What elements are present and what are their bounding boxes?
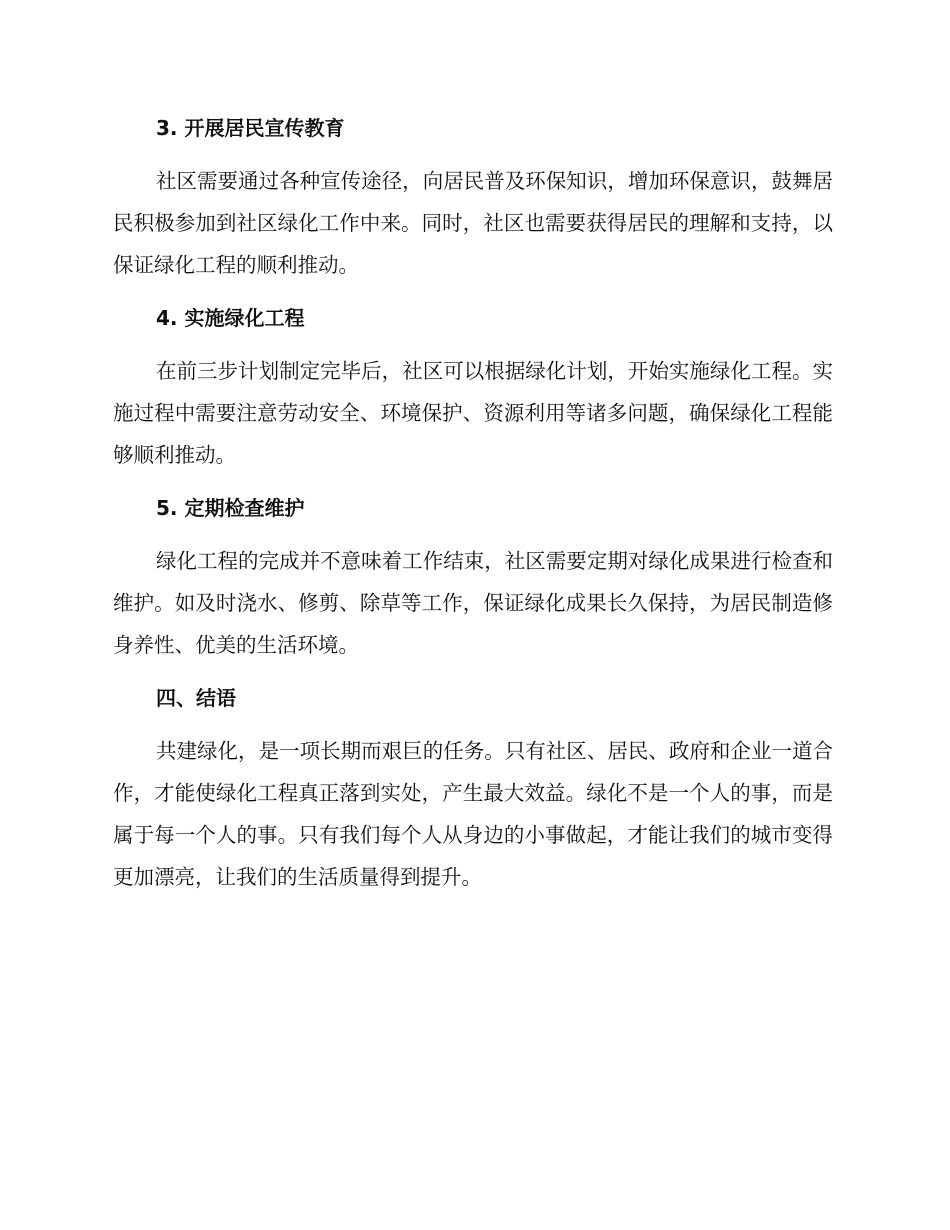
section-paragraph: 绿化工程的完成并不意味着工作结束，社区需要定期对绿化成果进行检查和维护。如及时浇水、修剪、除草等工作，保证绿化成果长久保持，为居民制造修身养性、优美的生活环境。 xyxy=(113,549,833,657)
section-heading: 5. 定期检查维护 xyxy=(156,496,305,520)
section-regular-maintenance xyxy=(113,488,833,666)
section-paragraph: 共建绿化，是一项长期而艰巨的任务。只有社区、居民、政府和企业一道合作，才能使绿化工程真正落到实处，产生最大效益。绿化不是一个人的事，而是属于每一个人的事。只有我们每个人从身边的小事做起，才能让我们的城市变得更加漂亮，让我们的生活质量得到提升。 xyxy=(113,739,833,889)
section-community-education xyxy=(113,108,833,286)
section-implement-greening xyxy=(113,298,833,476)
section-conclusion xyxy=(113,678,833,898)
section-paragraph: 社区需要通过各种宣传途径，向居民普及环保知识，增加环保意识，鼓舞居民积极参加到社区绿化工作中来。同时，社区也需要获得居民的理解和支持，以保证绿化工程的顺利推动。 xyxy=(113,169,833,277)
document-body xyxy=(113,108,833,910)
section-paragraph: 在前三步计划制定完毕后，社区可以根据绿化计划，开始实施绿化工程。实施过程中需要注意劳动安全、环境保护、资源利用等诸多问题，确保绿化工程能够顺利推动。 xyxy=(113,359,833,467)
section-heading: 3. 开展居民宣传教育 xyxy=(156,116,345,140)
section-heading: 四、结语 xyxy=(156,686,236,710)
section-heading: 4. 实施绿化工程 xyxy=(156,306,305,330)
